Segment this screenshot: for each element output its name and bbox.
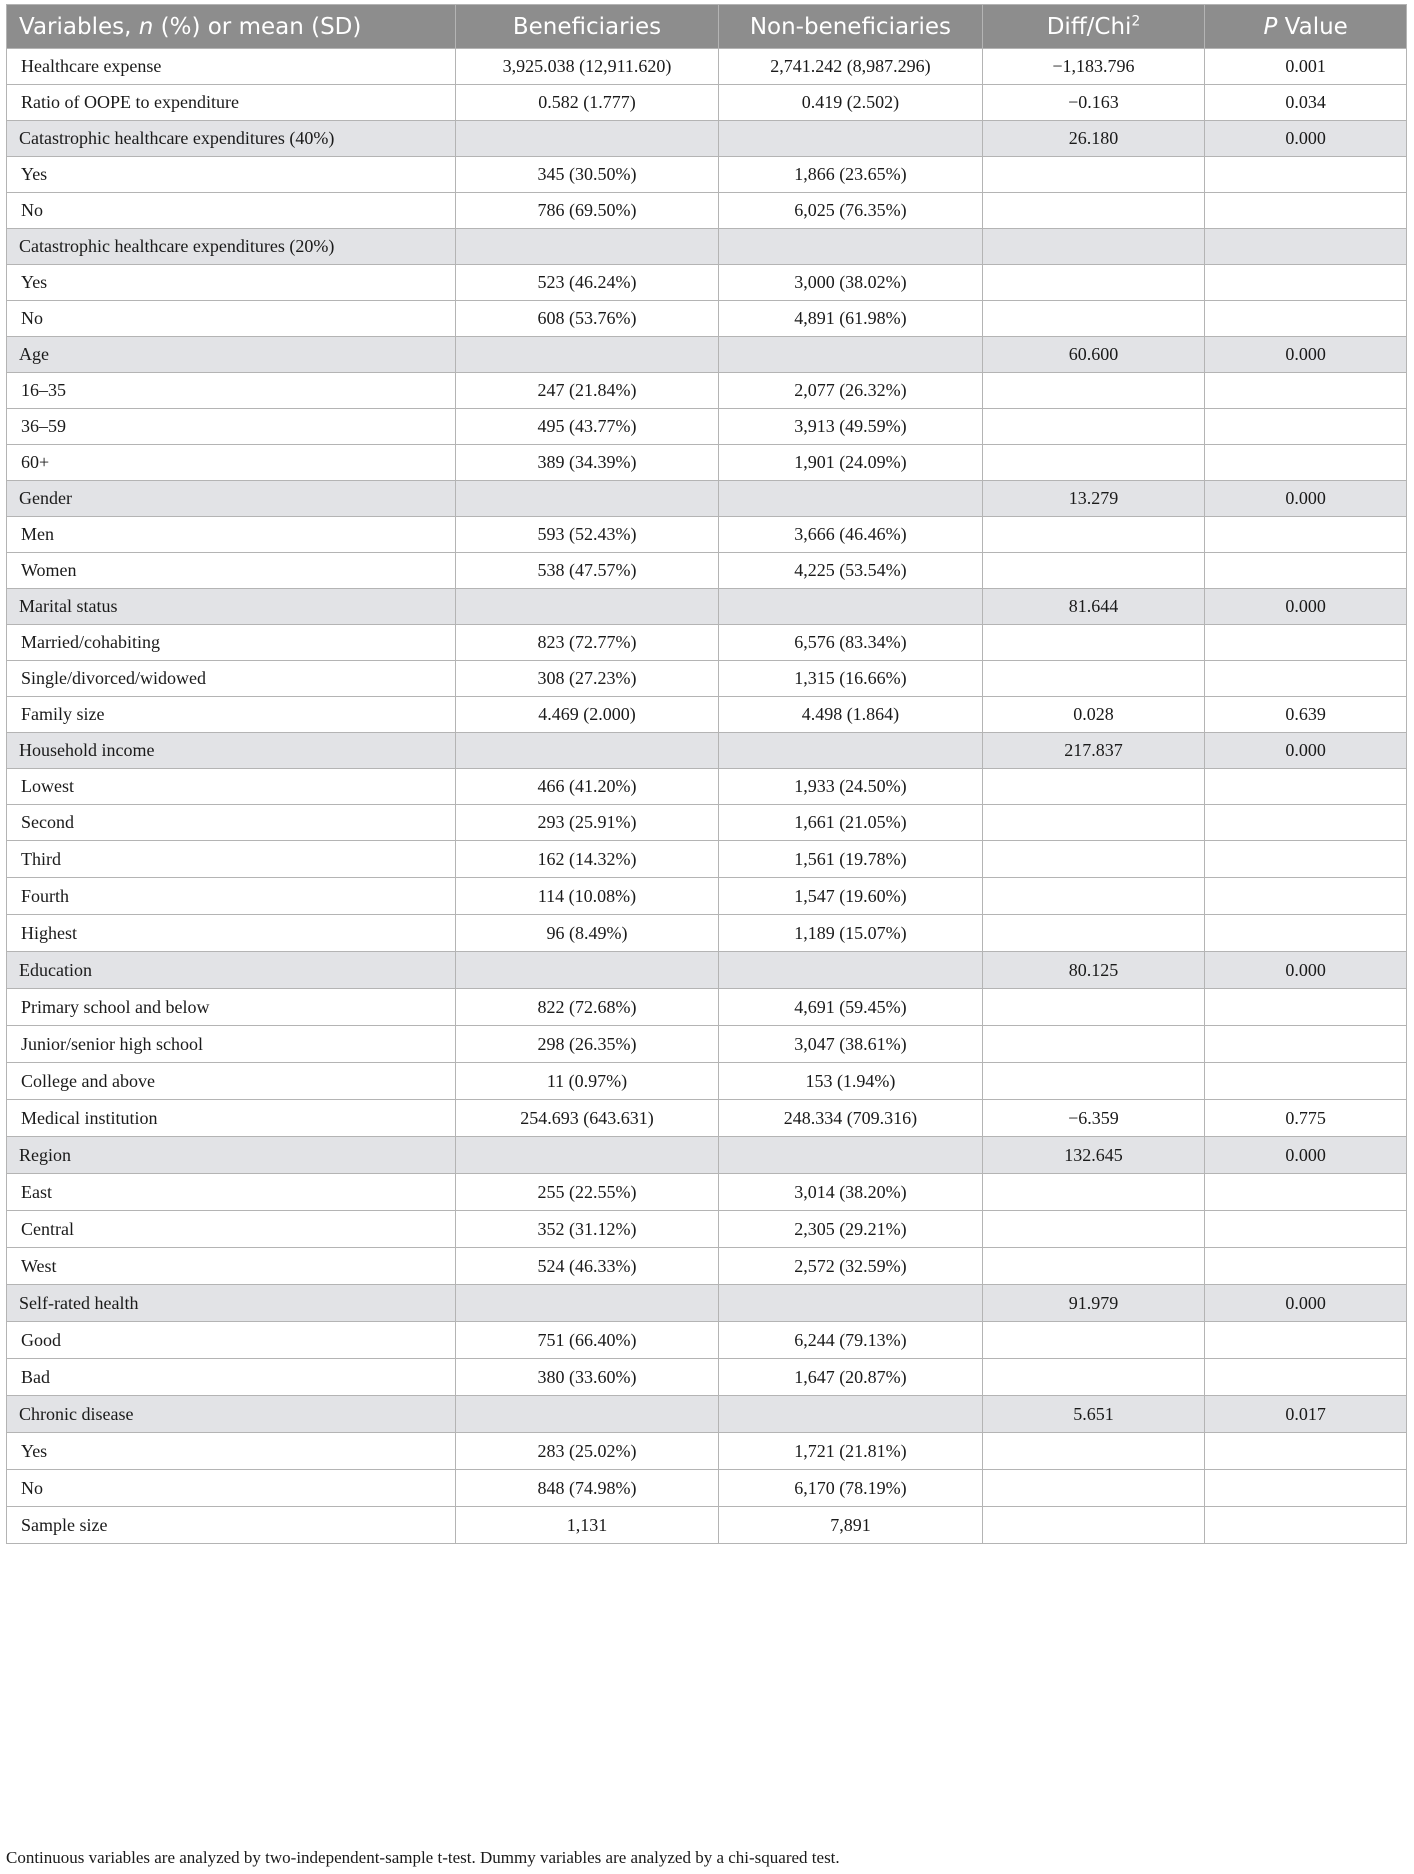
header-diff-chi-superscript: 2 <box>1131 12 1141 29</box>
cell-beneficiaries: 1,131 <box>455 1507 718 1544</box>
cell-non-beneficiaries <box>719 337 982 373</box>
cell-p-value <box>1205 157 1407 193</box>
cell-diff-chi <box>982 769 1205 805</box>
cell-diff-chi <box>982 265 1205 301</box>
cell-non-beneficiaries: 3,000 (38.02%) <box>719 265 982 301</box>
table-group-row <box>7 337 1407 373</box>
table-row <box>7 157 1407 193</box>
cell-non-beneficiaries: 153 (1.94%) <box>719 1063 982 1100</box>
cell-diff-chi <box>982 229 1205 265</box>
header-variables <box>7 5 456 49</box>
cell-variable: Second <box>7 805 456 841</box>
cell-non-beneficiaries: 3,014 (38.20%) <box>719 1174 982 1211</box>
table-group-row <box>7 229 1407 265</box>
cell-variable: Household income <box>7 733 456 769</box>
table-group-row <box>7 1396 1407 1433</box>
cell-diff-chi <box>982 1433 1205 1470</box>
cell-p-value <box>1205 989 1407 1026</box>
cell-non-beneficiaries: 1,901 (24.09%) <box>719 445 982 481</box>
cell-p-value <box>1205 769 1407 805</box>
cell-diff-chi: −1,183.796 <box>982 49 1205 85</box>
cell-beneficiaries: 255 (22.55%) <box>455 1174 718 1211</box>
table-group-row <box>7 1285 1407 1322</box>
cell-diff-chi <box>982 1063 1205 1100</box>
table-row <box>7 1248 1407 1285</box>
cell-variable: Ratio of OOPE to expenditure <box>7 85 456 121</box>
cell-p-value: 0.000 <box>1205 337 1407 373</box>
cell-non-beneficiaries: 6,244 (79.13%) <box>719 1322 982 1359</box>
cell-non-beneficiaries: 3,666 (46.46%) <box>719 517 982 553</box>
table-row <box>7 553 1407 589</box>
header-beneficiaries: Beneficiaries <box>455 5 718 49</box>
cell-p-value <box>1205 625 1407 661</box>
cell-non-beneficiaries: 4,691 (59.45%) <box>719 989 982 1026</box>
cell-non-beneficiaries: 2,077 (26.32%) <box>719 373 982 409</box>
table-row <box>7 1211 1407 1248</box>
cell-variable: Yes <box>7 157 456 193</box>
cell-variable: Catastrophic healthcare expenditures (40%) <box>7 121 456 157</box>
cell-p-value <box>1205 1470 1407 1507</box>
cell-non-beneficiaries: 3,047 (38.61%) <box>719 1026 982 1063</box>
cell-variable: Region <box>7 1137 456 1174</box>
cell-variable: Age <box>7 337 456 373</box>
cell-beneficiaries: 254.693 (643.631) <box>455 1100 718 1137</box>
cell-beneficiaries: 247 (21.84%) <box>455 373 718 409</box>
table-row <box>7 1174 1407 1211</box>
cell-non-beneficiaries <box>719 952 982 989</box>
cell-non-beneficiaries <box>719 733 982 769</box>
table-row <box>7 409 1407 445</box>
cell-beneficiaries: 11 (0.97%) <box>455 1063 718 1100</box>
table-row <box>7 1470 1407 1507</box>
cell-non-beneficiaries: 0.419 (2.502) <box>719 85 982 121</box>
cell-beneficiaries: 114 (10.08%) <box>455 878 718 915</box>
cell-variable: Yes <box>7 1433 456 1470</box>
cell-variable: 36–59 <box>7 409 456 445</box>
cell-p-value <box>1205 1248 1407 1285</box>
table-row <box>7 989 1407 1026</box>
table-row <box>7 878 1407 915</box>
header-variables-suffix: (%) or mean (SD) <box>153 13 362 40</box>
cell-non-beneficiaries <box>719 481 982 517</box>
cell-p-value <box>1205 1211 1407 1248</box>
cell-diff-chi: 91.979 <box>982 1285 1205 1322</box>
header-non-beneficiaries: Non-beneficiaries <box>719 5 982 49</box>
cell-p-value: 0.000 <box>1205 1285 1407 1322</box>
cell-p-value <box>1205 878 1407 915</box>
cell-beneficiaries: 283 (25.02%) <box>455 1433 718 1470</box>
cell-p-value <box>1205 265 1407 301</box>
cell-non-beneficiaries: 4.498 (1.864) <box>719 697 982 733</box>
cell-diff-chi <box>982 661 1205 697</box>
table-row <box>7 661 1407 697</box>
table-group-row <box>7 733 1407 769</box>
table-row <box>7 1026 1407 1063</box>
cell-non-beneficiaries: 1,933 (24.50%) <box>719 769 982 805</box>
cell-diff-chi <box>982 805 1205 841</box>
cell-diff-chi: 5.651 <box>982 1396 1205 1433</box>
cell-p-value <box>1205 1026 1407 1063</box>
cell-variable: Lowest <box>7 769 456 805</box>
cell-diff-chi <box>982 409 1205 445</box>
cell-beneficiaries <box>455 733 718 769</box>
cell-diff-chi <box>982 989 1205 1026</box>
cell-p-value: 0.000 <box>1205 1137 1407 1174</box>
table-row <box>7 301 1407 337</box>
cell-non-beneficiaries <box>719 121 982 157</box>
cell-beneficiaries: 298 (26.35%) <box>455 1026 718 1063</box>
cell-diff-chi <box>982 1322 1205 1359</box>
cell-diff-chi <box>982 878 1205 915</box>
cell-beneficiaries: 293 (25.91%) <box>455 805 718 841</box>
table-row <box>7 517 1407 553</box>
cell-variable: Self-rated health <box>7 1285 456 1322</box>
table-row <box>7 85 1407 121</box>
table-group-row <box>7 121 1407 157</box>
cell-diff-chi <box>982 1359 1205 1396</box>
cell-beneficiaries: 608 (53.76%) <box>455 301 718 337</box>
cell-p-value: 0.017 <box>1205 1396 1407 1433</box>
cell-variable: Fourth <box>7 878 456 915</box>
cell-beneficiaries: 352 (31.12%) <box>455 1211 718 1248</box>
cell-diff-chi <box>982 157 1205 193</box>
cell-non-beneficiaries: 2,305 (29.21%) <box>719 1211 982 1248</box>
table-row <box>7 1100 1407 1137</box>
cell-beneficiaries: 4.469 (2.000) <box>455 697 718 733</box>
cell-p-value <box>1205 915 1407 952</box>
cell-non-beneficiaries: 1,189 (15.07%) <box>719 915 982 952</box>
cell-diff-chi <box>982 193 1205 229</box>
cell-beneficiaries: 3,925.038 (12,911.620) <box>455 49 718 85</box>
table-row <box>7 373 1407 409</box>
cell-p-value <box>1205 1433 1407 1470</box>
data-table-container <box>6 4 1407 1544</box>
cell-beneficiaries: 593 (52.43%) <box>455 517 718 553</box>
cell-variable: East <box>7 1174 456 1211</box>
cell-p-value: 0.775 <box>1205 1100 1407 1137</box>
cell-non-beneficiaries: 3,913 (49.59%) <box>719 409 982 445</box>
cell-variable: Women <box>7 553 456 589</box>
cell-diff-chi: −0.163 <box>982 85 1205 121</box>
cell-beneficiaries: 751 (66.40%) <box>455 1322 718 1359</box>
cell-diff-chi: −6.359 <box>982 1100 1205 1137</box>
cell-variable: College and above <box>7 1063 456 1100</box>
cell-p-value: 0.000 <box>1205 952 1407 989</box>
cell-p-value <box>1205 301 1407 337</box>
table-row <box>7 625 1407 661</box>
cell-beneficiaries: 523 (46.24%) <box>455 265 718 301</box>
cell-p-value: 0.000 <box>1205 733 1407 769</box>
cell-diff-chi <box>982 1026 1205 1063</box>
table-group-row <box>7 589 1407 625</box>
cell-p-value <box>1205 193 1407 229</box>
cell-non-beneficiaries: 1,561 (19.78%) <box>719 841 982 878</box>
table-row <box>7 1507 1407 1544</box>
cell-beneficiaries: 786 (69.50%) <box>455 193 718 229</box>
cell-beneficiaries <box>455 229 718 265</box>
cell-diff-chi <box>982 1211 1205 1248</box>
cell-beneficiaries <box>455 481 718 517</box>
cell-diff-chi <box>982 841 1205 878</box>
cell-diff-chi: 26.180 <box>982 121 1205 157</box>
cell-beneficiaries: 380 (33.60%) <box>455 1359 718 1396</box>
cell-non-beneficiaries: 1,315 (16.66%) <box>719 661 982 697</box>
cell-diff-chi: 60.600 <box>982 337 1205 373</box>
cell-non-beneficiaries: 4,891 (61.98%) <box>719 301 982 337</box>
header-p-letter: P <box>1263 13 1278 40</box>
cell-variable: Men <box>7 517 456 553</box>
cell-non-beneficiaries: 1,647 (20.87%) <box>719 1359 982 1396</box>
cell-non-beneficiaries <box>719 1137 982 1174</box>
cell-p-value <box>1205 1507 1407 1544</box>
cell-variable: Single/divorced/widowed <box>7 661 456 697</box>
cell-non-beneficiaries: 4,225 (53.54%) <box>719 553 982 589</box>
cell-p-value <box>1205 841 1407 878</box>
cell-diff-chi <box>982 1507 1205 1544</box>
header-row <box>7 5 1407 49</box>
cell-variable: No <box>7 1470 456 1507</box>
cell-non-beneficiaries <box>719 229 982 265</box>
cell-diff-chi <box>982 625 1205 661</box>
cell-beneficiaries: 466 (41.20%) <box>455 769 718 805</box>
comparison-table <box>6 4 1407 1544</box>
cell-variable: Junior/senior high school <box>7 1026 456 1063</box>
table-row <box>7 841 1407 878</box>
cell-variable: Bad <box>7 1359 456 1396</box>
table-row <box>7 1433 1407 1470</box>
cell-p-value <box>1205 1322 1407 1359</box>
cell-beneficiaries <box>455 952 718 989</box>
cell-variable: Education <box>7 952 456 989</box>
table-row <box>7 193 1407 229</box>
cell-diff-chi <box>982 1248 1205 1285</box>
cell-non-beneficiaries: 1,661 (21.05%) <box>719 805 982 841</box>
table-row <box>7 1063 1407 1100</box>
cell-p-value: 0.000 <box>1205 121 1407 157</box>
cell-non-beneficiaries: 7,891 <box>719 1507 982 1544</box>
cell-p-value <box>1205 409 1407 445</box>
cell-beneficiaries: 96 (8.49%) <box>455 915 718 952</box>
table-row <box>7 445 1407 481</box>
cell-p-value: 0.001 <box>1205 49 1407 85</box>
table-footnote: Continuous variables are analyzed by two-independent-sample t-test. Dummy variables are analyzed by a chi-squared test. <box>6 1848 840 1867</box>
cell-non-beneficiaries: 2,572 (32.59%) <box>719 1248 982 1285</box>
cell-variable: Primary school and below <box>7 989 456 1026</box>
cell-beneficiaries <box>455 1285 718 1322</box>
cell-variable: Highest <box>7 915 456 952</box>
cell-variable: Sample size <box>7 1507 456 1544</box>
cell-variable: Family size <box>7 697 456 733</box>
cell-diff-chi: 81.644 <box>982 589 1205 625</box>
cell-variable: Catastrophic healthcare expenditures (20%) <box>7 229 456 265</box>
cell-diff-chi: 132.645 <box>982 1137 1205 1174</box>
cell-variable: West <box>7 1248 456 1285</box>
cell-beneficiaries <box>455 1137 718 1174</box>
cell-p-value <box>1205 517 1407 553</box>
cell-beneficiaries: 524 (46.33%) <box>455 1248 718 1285</box>
cell-variable: Third <box>7 841 456 878</box>
table-row <box>7 1322 1407 1359</box>
header-variables-n: n <box>138 13 154 40</box>
cell-beneficiaries <box>455 121 718 157</box>
cell-p-value <box>1205 661 1407 697</box>
header-diff-chi <box>982 5 1205 49</box>
cell-diff-chi: 80.125 <box>982 952 1205 989</box>
cell-variable: Healthcare expense <box>7 49 456 85</box>
table-row <box>7 1359 1407 1396</box>
table-row <box>7 915 1407 952</box>
cell-diff-chi <box>982 1174 1205 1211</box>
cell-p-value <box>1205 445 1407 481</box>
table-row <box>7 265 1407 301</box>
cell-p-value <box>1205 1359 1407 1396</box>
cell-variable: Married/cohabiting <box>7 625 456 661</box>
header-p-value <box>1205 5 1407 49</box>
table-row <box>7 805 1407 841</box>
cell-beneficiaries: 848 (74.98%) <box>455 1470 718 1507</box>
table-group-row <box>7 481 1407 517</box>
cell-non-beneficiaries: 6,025 (76.35%) <box>719 193 982 229</box>
cell-non-beneficiaries <box>719 1396 982 1433</box>
cell-p-value: 0.000 <box>1205 481 1407 517</box>
cell-variable: 16–35 <box>7 373 456 409</box>
cell-variable: 60+ <box>7 445 456 481</box>
table-group-row <box>7 952 1407 989</box>
cell-p-value: 0.000 <box>1205 589 1407 625</box>
table-row <box>7 769 1407 805</box>
cell-p-value: 0.639 <box>1205 697 1407 733</box>
cell-diff-chi <box>982 553 1205 589</box>
cell-p-value <box>1205 805 1407 841</box>
cell-p-value <box>1205 373 1407 409</box>
cell-non-beneficiaries: 1,547 (19.60%) <box>719 878 982 915</box>
cell-diff-chi <box>982 915 1205 952</box>
cell-variable: Chronic disease <box>7 1396 456 1433</box>
cell-non-beneficiaries: 6,170 (78.19%) <box>719 1470 982 1507</box>
cell-variable: Marital status <box>7 589 456 625</box>
table-group-row <box>7 1137 1407 1174</box>
cell-beneficiaries <box>455 1396 718 1433</box>
cell-beneficiaries <box>455 589 718 625</box>
table-row <box>7 697 1407 733</box>
cell-variable: Central <box>7 1211 456 1248</box>
cell-beneficiaries: 308 (27.23%) <box>455 661 718 697</box>
cell-non-beneficiaries <box>719 1285 982 1322</box>
cell-non-beneficiaries: 1,721 (21.81%) <box>719 1433 982 1470</box>
cell-p-value <box>1205 229 1407 265</box>
cell-beneficiaries: 345 (30.50%) <box>455 157 718 193</box>
table-row <box>7 49 1407 85</box>
cell-beneficiaries: 389 (34.39%) <box>455 445 718 481</box>
cell-p-value: 0.034 <box>1205 85 1407 121</box>
cell-p-value <box>1205 1063 1407 1100</box>
cell-diff-chi: 217.837 <box>982 733 1205 769</box>
cell-p-value <box>1205 553 1407 589</box>
cell-p-value <box>1205 1174 1407 1211</box>
cell-non-beneficiaries: 1,866 (23.65%) <box>719 157 982 193</box>
table-body <box>7 49 1407 1544</box>
table-header <box>7 5 1407 49</box>
header-variables-text: Variables, <box>19 13 139 40</box>
cell-variable: Good <box>7 1322 456 1359</box>
cell-variable: No <box>7 301 456 337</box>
cell-non-beneficiaries: 6,576 (83.34%) <box>719 625 982 661</box>
cell-variable: Yes <box>7 265 456 301</box>
cell-beneficiaries: 538 (47.57%) <box>455 553 718 589</box>
header-diff-chi-text: Diff/Chi <box>1046 13 1132 40</box>
cell-beneficiaries: 0.582 (1.777) <box>455 85 718 121</box>
cell-diff-chi <box>982 445 1205 481</box>
cell-variable: No <box>7 193 456 229</box>
cell-beneficiaries: 495 (43.77%) <box>455 409 718 445</box>
cell-diff-chi: 0.028 <box>982 697 1205 733</box>
cell-beneficiaries: 162 (14.32%) <box>455 841 718 878</box>
cell-beneficiaries <box>455 337 718 373</box>
cell-variable: Medical institution <box>7 1100 456 1137</box>
cell-non-beneficiaries <box>719 589 982 625</box>
cell-beneficiaries: 822 (72.68%) <box>455 989 718 1026</box>
cell-diff-chi <box>982 1470 1205 1507</box>
header-p-value-text: Value <box>1277 13 1348 40</box>
cell-diff-chi <box>982 517 1205 553</box>
cell-beneficiaries: 823 (72.77%) <box>455 625 718 661</box>
cell-diff-chi <box>982 301 1205 337</box>
cell-non-beneficiaries: 248.334 (709.316) <box>719 1100 982 1137</box>
cell-non-beneficiaries: 2,741.242 (8,987.296) <box>719 49 982 85</box>
cell-diff-chi <box>982 373 1205 409</box>
cell-variable: Gender <box>7 481 456 517</box>
cell-diff-chi: 13.279 <box>982 481 1205 517</box>
